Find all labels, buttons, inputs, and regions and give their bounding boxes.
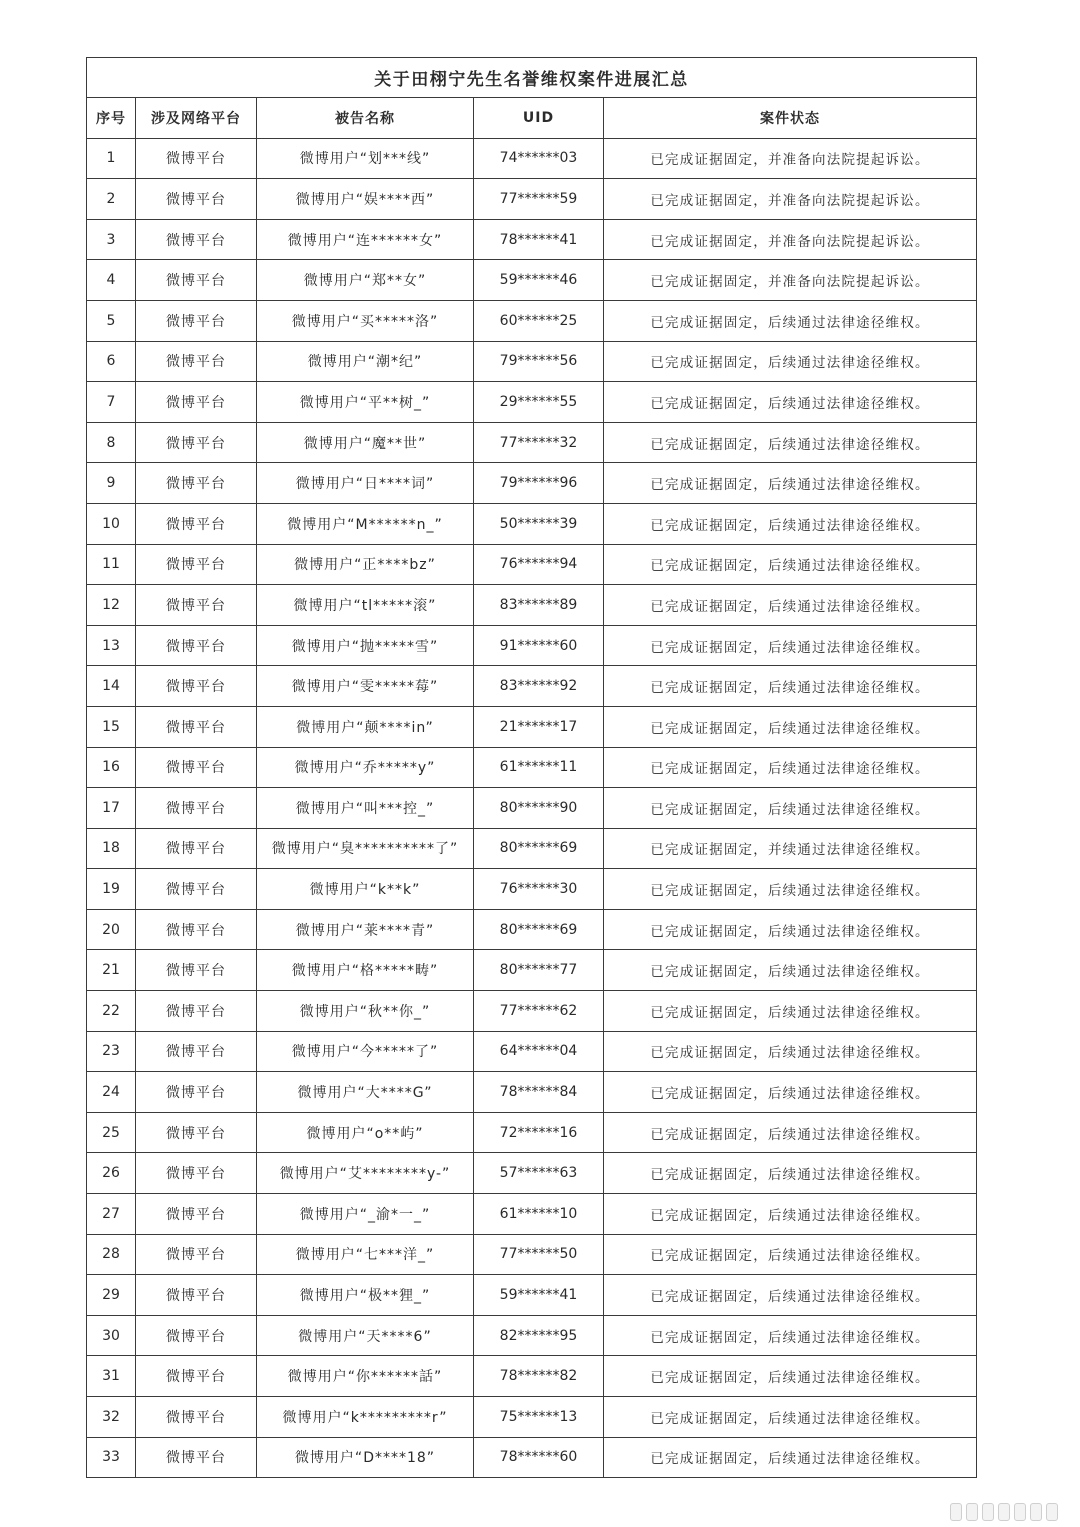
cell-status: 已完成证据固定，后续通过法律途径维权。 — [604, 1437, 977, 1478]
cell-status: 已完成证据固定，后续通过法律途径维权。 — [604, 1234, 977, 1275]
cell-index: 31 — [87, 1356, 136, 1397]
cell-platform: 微博平台 — [136, 666, 257, 707]
cell-index: 5 — [87, 300, 136, 341]
cell-uid: 78******82 — [474, 1356, 604, 1397]
cell-platform: 微博平台 — [136, 544, 257, 585]
cell-platform: 微博平台 — [136, 1356, 257, 1397]
cell-status: 已完成证据固定，后续通过法律途径维权。 — [604, 788, 977, 829]
cell-index: 19 — [87, 869, 136, 910]
table-row — [87, 179, 977, 220]
table-row — [87, 1437, 977, 1478]
table-row — [87, 950, 977, 991]
table-row — [87, 747, 977, 788]
case-rows — [87, 138, 977, 1478]
cell-uid: 74******03 — [474, 138, 604, 179]
cell-status: 已完成证据固定，后续通过法律途径维权。 — [604, 585, 977, 626]
watermark-mark — [1046, 1503, 1058, 1521]
cell-uid: 57******63 — [474, 1153, 604, 1194]
cell-index: 29 — [87, 1275, 136, 1316]
cell-uid: 77******59 — [474, 179, 604, 220]
cell-status: 已完成证据固定，后续通过法律途径维权。 — [604, 503, 977, 544]
table-row — [87, 1397, 977, 1438]
cell-platform: 微博平台 — [136, 219, 257, 260]
cell-platform: 微博平台 — [136, 300, 257, 341]
cell-uid: 59******46 — [474, 260, 604, 301]
cell-defendant: 微博用户“今*****了” — [257, 1031, 474, 1072]
table-row — [87, 1112, 977, 1153]
cell-uid: 78******84 — [474, 1072, 604, 1113]
cell-platform: 微博平台 — [136, 179, 257, 220]
cell-platform: 微博平台 — [136, 1234, 257, 1275]
cell-defendant: 微博用户“抛*****雪” — [257, 625, 474, 666]
watermark-mark — [1030, 1503, 1042, 1521]
cell-uid: 80******69 — [474, 909, 604, 950]
cell-status: 已完成证据固定，后续通过法律途径维权。 — [604, 666, 977, 707]
cell-defendant: 微博用户“七***洋_” — [257, 1234, 474, 1275]
header-status: 案件状态 — [604, 98, 977, 139]
cell-status: 已完成证据固定，后续通过法律途径维权。 — [604, 544, 977, 585]
table-row — [87, 138, 977, 179]
table-row — [87, 788, 977, 829]
cell-platform: 微博平台 — [136, 1275, 257, 1316]
cell-defendant: 微博用户“艾********y-” — [257, 1153, 474, 1194]
cell-status: 已完成证据固定，后续通过法律途径维权。 — [604, 1397, 977, 1438]
cell-uid: 76******94 — [474, 544, 604, 585]
cell-status: 已完成证据固定，后续通过法律途径维权。 — [604, 341, 977, 382]
cell-uid: 29******55 — [474, 382, 604, 423]
cell-index: 12 — [87, 585, 136, 626]
table-row — [87, 341, 977, 382]
cell-platform: 微博平台 — [136, 422, 257, 463]
cell-uid: 60******25 — [474, 300, 604, 341]
watermark — [950, 1503, 1058, 1521]
table-row — [87, 585, 977, 626]
cell-status: 已完成证据固定，后续通过法律途径维权。 — [604, 1112, 977, 1153]
table-row — [87, 544, 977, 585]
cell-defendant: 微博用户“连******女” — [257, 219, 474, 260]
cell-defendant: 微博用户“秋**你_” — [257, 991, 474, 1032]
cell-index: 25 — [87, 1112, 136, 1153]
cell-status: 已完成证据固定，后续通过法律途径维权。 — [604, 625, 977, 666]
cell-platform: 微博平台 — [136, 1112, 257, 1153]
table-row — [87, 1234, 977, 1275]
cell-uid: 72******16 — [474, 1112, 604, 1153]
watermark-mark — [982, 1503, 994, 1521]
cell-index: 14 — [87, 666, 136, 707]
cell-index: 13 — [87, 625, 136, 666]
cell-index: 17 — [87, 788, 136, 829]
cell-defendant: 微博用户“tl*****滚” — [257, 585, 474, 626]
cell-index: 4 — [87, 260, 136, 301]
cell-platform: 微博平台 — [136, 706, 257, 747]
cell-uid: 78******41 — [474, 219, 604, 260]
cell-status: 已完成证据固定，后续通过法律途径维权。 — [604, 991, 977, 1032]
cell-status: 已完成证据固定，并准备向法院提起诉讼。 — [604, 260, 977, 301]
cell-platform: 微博平台 — [136, 1437, 257, 1478]
table-row — [87, 260, 977, 301]
cell-status: 已完成证据固定，后续通过法律途径维权。 — [604, 1275, 977, 1316]
cell-defendant: 微博用户“颠****in” — [257, 706, 474, 747]
table-row — [87, 382, 977, 423]
cell-platform: 微博平台 — [136, 909, 257, 950]
cell-index: 21 — [87, 950, 136, 991]
cell-platform: 微博平台 — [136, 585, 257, 626]
cell-platform: 微博平台 — [136, 950, 257, 991]
cell-defendant: 微博用户“郑**女” — [257, 260, 474, 301]
cell-platform: 微博平台 — [136, 260, 257, 301]
table-row — [87, 991, 977, 1032]
watermark-mark — [1014, 1503, 1026, 1521]
cell-uid: 21******17 — [474, 706, 604, 747]
cell-status: 已完成证据固定，并续通过法律途径维权。 — [604, 828, 977, 869]
cell-defendant: 微博用户“k**k” — [257, 869, 474, 910]
cell-status: 已完成证据固定，后续通过法律途径维权。 — [604, 300, 977, 341]
cell-index: 7 — [87, 382, 136, 423]
cell-index: 18 — [87, 828, 136, 869]
cell-status: 已完成证据固定，后续通过法律途径维权。 — [604, 950, 977, 991]
cell-index: 27 — [87, 1194, 136, 1235]
cell-defendant: 微博用户“买*****洛” — [257, 300, 474, 341]
cell-index: 28 — [87, 1234, 136, 1275]
cell-index: 15 — [87, 706, 136, 747]
cell-status: 已完成证据固定，后续通过法律途径维权。 — [604, 463, 977, 504]
cell-defendant: 微博用户“娱****西” — [257, 179, 474, 220]
cell-defendant: 微博用户“你******話” — [257, 1356, 474, 1397]
watermark-mark — [998, 1503, 1010, 1521]
cell-uid: 79******96 — [474, 463, 604, 504]
cell-status: 已完成证据固定，后续通过法律途径维权。 — [604, 1315, 977, 1356]
cell-platform: 微博平台 — [136, 1153, 257, 1194]
cell-defendant: 微博用户“天****6” — [257, 1315, 474, 1356]
table-row — [87, 1315, 977, 1356]
table-row — [87, 828, 977, 869]
cell-uid: 80******69 — [474, 828, 604, 869]
cell-index: 2 — [87, 179, 136, 220]
cell-platform: 微博平台 — [136, 1315, 257, 1356]
cell-uid: 59******41 — [474, 1275, 604, 1316]
cell-defendant: 微博用户“o**屿” — [257, 1112, 474, 1153]
cell-uid: 75******13 — [474, 1397, 604, 1438]
cell-defendant: 微博用户“魔**世” — [257, 422, 474, 463]
cell-index: 23 — [87, 1031, 136, 1072]
table-row — [87, 706, 977, 747]
cell-status: 已完成证据固定，后续通过法律途径维权。 — [604, 1031, 977, 1072]
cell-platform: 微博平台 — [136, 503, 257, 544]
table-row — [87, 1275, 977, 1316]
table-row — [87, 1194, 977, 1235]
cell-status: 已完成证据固定，并准备向法院提起诉讼。 — [604, 138, 977, 179]
header-platform: 涉及网络平台 — [136, 98, 257, 139]
cell-status: 已完成证据固定，后续通过法律途径维权。 — [604, 869, 977, 910]
cell-uid: 78******60 — [474, 1437, 604, 1478]
cell-uid: 61******11 — [474, 747, 604, 788]
cell-uid: 50******39 — [474, 503, 604, 544]
cell-uid: 64******04 — [474, 1031, 604, 1072]
cell-status: 已完成证据固定，后续通过法律途径维权。 — [604, 1153, 977, 1194]
cell-platform: 微博平台 — [136, 1397, 257, 1438]
cell-defendant: 微博用户“乔*****y” — [257, 747, 474, 788]
table-row — [87, 463, 977, 504]
cell-platform: 微博平台 — [136, 463, 257, 504]
cell-defendant: 微博用户“大****G” — [257, 1072, 474, 1113]
cell-status: 已完成证据固定，后续通过法律途径维权。 — [604, 422, 977, 463]
cell-index: 30 — [87, 1315, 136, 1356]
table-row — [87, 219, 977, 260]
header-row — [87, 98, 977, 139]
table-row — [87, 1153, 977, 1194]
cell-defendant: 微博用户“格*****畴” — [257, 950, 474, 991]
cell-index: 10 — [87, 503, 136, 544]
cell-platform: 微博平台 — [136, 1031, 257, 1072]
cell-platform: 微博平台 — [136, 382, 257, 423]
cell-defendant: 微博用户“_渝*一_” — [257, 1194, 474, 1235]
cell-platform: 微博平台 — [136, 747, 257, 788]
cell-index: 11 — [87, 544, 136, 585]
cell-index: 9 — [87, 463, 136, 504]
cell-index: 20 — [87, 909, 136, 950]
cell-defendant: 微博用户“雯*****莓” — [257, 666, 474, 707]
table-row — [87, 909, 977, 950]
document-title: 关于田栩宁先生名誉维权案件进展汇总 — [87, 58, 977, 98]
table-row — [87, 300, 977, 341]
cell-platform: 微博平台 — [136, 341, 257, 382]
cell-index: 8 — [87, 422, 136, 463]
table-row — [87, 422, 977, 463]
case-summary-table — [86, 57, 977, 1478]
cell-index: 1 — [87, 138, 136, 179]
cell-platform: 微博平台 — [136, 788, 257, 829]
cell-defendant: 微博用户“潮*纪” — [257, 341, 474, 382]
table-row — [87, 666, 977, 707]
case-summary-sheet — [86, 57, 976, 1478]
cell-defendant: 微博用户“极**狸_” — [257, 1275, 474, 1316]
cell-status: 已完成证据固定，后续通过法律途径维权。 — [604, 1194, 977, 1235]
cell-defendant: 微博用户“D****18” — [257, 1437, 474, 1478]
cell-platform: 微博平台 — [136, 1072, 257, 1113]
watermark-mark — [966, 1503, 978, 1521]
header-uid: UID — [474, 98, 604, 139]
cell-status: 已完成证据固定，并准备向法院提起诉讼。 — [604, 219, 977, 260]
cell-status: 已完成证据固定，后续通过法律途径维权。 — [604, 382, 977, 423]
cell-platform: 微博平台 — [136, 991, 257, 1032]
cell-status: 已完成证据固定，并准备向法院提起诉讼。 — [604, 179, 977, 220]
cell-defendant: 微博用户“莱****青” — [257, 909, 474, 950]
cell-status: 已完成证据固定，后续通过法律途径维权。 — [604, 706, 977, 747]
cell-uid: 91******60 — [474, 625, 604, 666]
header-index: 序号 — [87, 98, 136, 139]
cell-index: 24 — [87, 1072, 136, 1113]
cell-defendant: 微博用户“k*********r” — [257, 1397, 474, 1438]
cell-status: 已完成证据固定，后续通过法律途径维权。 — [604, 909, 977, 950]
title-row — [87, 58, 977, 98]
cell-index: 33 — [87, 1437, 136, 1478]
cell-defendant: 微博用户“叫***控_” — [257, 788, 474, 829]
cell-platform: 微博平台 — [136, 828, 257, 869]
cell-defendant: 微博用户“正****bz” — [257, 544, 474, 585]
cell-defendant: 微博用户“M******n_” — [257, 503, 474, 544]
table-row — [87, 1031, 977, 1072]
cell-uid: 83******89 — [474, 585, 604, 626]
cell-uid: 82******95 — [474, 1315, 604, 1356]
cell-platform: 微博平台 — [136, 869, 257, 910]
cell-status: 已完成证据固定，后续通过法律途径维权。 — [604, 747, 977, 788]
cell-index: 3 — [87, 219, 136, 260]
watermark-mark — [950, 1503, 962, 1521]
cell-index: 26 — [87, 1153, 136, 1194]
cell-defendant: 微博用户“日****词” — [257, 463, 474, 504]
header-defendant: 被告名称 — [257, 98, 474, 139]
cell-uid: 76******30 — [474, 869, 604, 910]
cell-uid: 80******90 — [474, 788, 604, 829]
cell-status: 已完成证据固定，后续通过法律途径维权。 — [604, 1356, 977, 1397]
cell-uid: 77******32 — [474, 422, 604, 463]
cell-defendant: 微博用户“划***线” — [257, 138, 474, 179]
cell-status: 已完成证据固定，后续通过法律途径维权。 — [604, 1072, 977, 1113]
table-row — [87, 625, 977, 666]
cell-defendant: 微博用户“臭**********了” — [257, 828, 474, 869]
table-row — [87, 869, 977, 910]
cell-platform: 微博平台 — [136, 1194, 257, 1235]
cell-index: 32 — [87, 1397, 136, 1438]
cell-uid: 77******62 — [474, 991, 604, 1032]
cell-uid: 61******10 — [474, 1194, 604, 1235]
cell-uid: 77******50 — [474, 1234, 604, 1275]
cell-index: 6 — [87, 341, 136, 382]
table-row — [87, 1356, 977, 1397]
cell-uid: 83******92 — [474, 666, 604, 707]
cell-uid: 80******77 — [474, 950, 604, 991]
cell-index: 16 — [87, 747, 136, 788]
table-row — [87, 1072, 977, 1113]
cell-index: 22 — [87, 991, 136, 1032]
cell-platform: 微博平台 — [136, 625, 257, 666]
cell-defendant: 微博用户“平**树_” — [257, 382, 474, 423]
table-row — [87, 503, 977, 544]
cell-platform: 微博平台 — [136, 138, 257, 179]
cell-uid: 79******56 — [474, 341, 604, 382]
